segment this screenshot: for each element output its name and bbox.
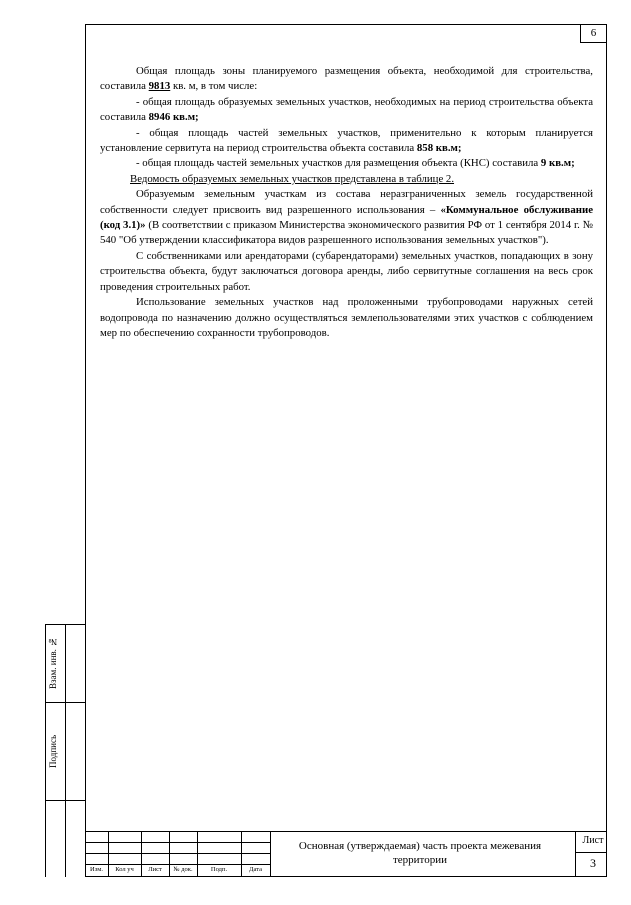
- header-kol-uch: Кол уч: [115, 866, 134, 873]
- paragraph-owners: С собственниками или арендаторами (субарендаторами) земельных участков, попадающих в зону строительства объекта, будут заключаться договора аренды, либо сервитутные соглашения на весь срок проведения строительных работ.: [100, 249, 593, 293]
- paragraph-usage-type: Образуемым земельным участкам из состава неразграниченных земель государственной собственности следует присвоить вид разрешенного использования – «Коммунальное обслуживание (код 3.1)» (В соответствии с приказом Министерства экономического развития РФ от 1 сентября 2014 г. № 540 "Об утверждении классификатора видов разрешенного использования земельных участков").: [100, 188, 593, 247]
- paragraph-total-area: Общая площадь зоны планируемого размещения объекта, необходимой для строительства, составила 9813 кв. м, в том числе:: [100, 65, 593, 93]
- document-title: Основная (утверждаемая) часть проекта межевания территории: [298, 840, 542, 866]
- side-strip: [45, 624, 85, 877]
- title-block: [85, 831, 607, 877]
- vzam-inv-label: Взам. инв. №: [48, 636, 58, 690]
- podpis-label: Подпись: [48, 734, 58, 768]
- header-list: Лист: [148, 866, 162, 873]
- paragraph-table-ref: Ведомость образуемых земельных участков представлена в таблице 2.: [130, 172, 455, 185]
- paragraph-pipelines: Использование земельных участков над проложенными трубопроводами наружных сетей водопровода по назначению должно осуществляться землепользователями этих участков с соблюдением мер по обеспечению сохранности трубопроводов.: [100, 296, 593, 339]
- paragraph-formed-plots: - общая площадь образуемых земельных участков, необходимых на период строительства объекта составила 8946 кв.м;: [100, 95, 593, 124]
- servitude-value: 858 кв.м;: [416, 142, 462, 155]
- total-area-value: 9813: [148, 80, 171, 93]
- document-body: [100, 64, 593, 341]
- header-izm: Изм.: [90, 866, 103, 873]
- sheet-number: 3: [590, 856, 596, 870]
- header-data: Дата: [249, 866, 262, 873]
- formed-plots-value: 8946 кв.м;: [148, 111, 199, 124]
- header-doc-no: № док.: [173, 866, 193, 873]
- usage-type-value: «Коммунальное обслуживание (код 3.1)»: [100, 203, 593, 232]
- page-number: 6: [580, 24, 607, 43]
- kns-value: 9 кв.м;: [540, 157, 575, 170]
- paragraph-kns: - общая площадь частей земельных участков для размещения объекта (КНС) составила 9 кв.м;: [136, 157, 575, 170]
- header-podp: Подп.: [210, 866, 228, 873]
- paragraph-servitude: - общая площадь частей земельных участков, применительно к которым планируется установление сервитута на период строительства объекта составила 858 кв.м;: [100, 126, 593, 155]
- sheet-label: Лист: [582, 835, 604, 846]
